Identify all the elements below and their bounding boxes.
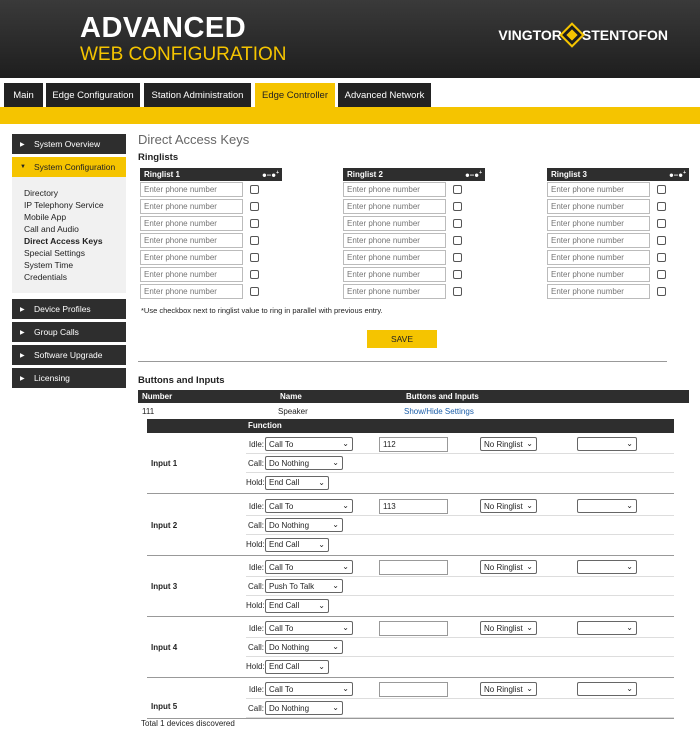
chevron-down-icon: ⌄ — [526, 501, 533, 510]
phone-number-input[interactable] — [140, 233, 243, 248]
select-value: End Call — [269, 601, 300, 610]
call-label: Call: — [247, 703, 264, 713]
row-number: 111 — [142, 407, 155, 416]
select-value: No Ringlist — [484, 623, 523, 633]
submenu-directory[interactable]: Directory — [24, 188, 59, 198]
phone-number-input[interactable] — [343, 199, 446, 214]
hold-row — [246, 596, 674, 615]
input-block — [147, 678, 674, 719]
idle-row — [246, 680, 674, 699]
ringlist-2 — [343, 168, 485, 300]
extra-select[interactable] — [577, 437, 637, 451]
idle-number-input[interactable] — [379, 499, 448, 514]
select-value: Push To Talk — [269, 581, 315, 591]
extra-select[interactable] — [577, 621, 637, 635]
chevron-down-icon: ⌄ — [626, 562, 633, 571]
chevron-down-icon: ⌄ — [342, 501, 349, 510]
parallel-checkbox[interactable] — [250, 219, 259, 228]
parallel-checkbox[interactable] — [453, 270, 462, 279]
chevron-down-icon: ⌄ — [318, 539, 325, 549]
call-row — [246, 699, 674, 718]
call-action-select[interactable] — [265, 518, 343, 532]
extra-select[interactable] — [577, 560, 637, 574]
ringlist-row — [140, 266, 282, 283]
chevron-down-icon: ⌄ — [332, 642, 339, 651]
input-name: Input 4 — [151, 643, 178, 652]
extra-select[interactable] — [577, 499, 637, 513]
chevron-down-icon: ⌄ — [526, 684, 533, 693]
ringlist-title: Ringlist 3 — [551, 170, 588, 179]
tab-edge-controller[interactable]: Edge Controller — [255, 83, 335, 107]
idle-number-input[interactable] — [379, 437, 448, 452]
ringlist-row — [343, 198, 485, 215]
parallel-checkbox[interactable] — [657, 236, 666, 245]
select-value: Do Nothing — [269, 703, 310, 713]
sidebar-item-system-overview[interactable] — [12, 134, 126, 154]
submenu-mobile-app[interactable]: Mobile App — [24, 212, 67, 222]
input-name: Input 1 — [151, 459, 178, 468]
parallel-checkbox[interactable] — [657, 185, 666, 194]
brand-right: STENTOFON — [581, 27, 668, 43]
ringlist-1 — [140, 168, 282, 300]
brand-logo — [498, 27, 668, 43]
parallel-checkbox[interactable] — [453, 185, 462, 194]
sidebar-item-label: System Overview — [34, 139, 101, 149]
function-table — [147, 419, 674, 719]
parallel-link-icon: ●–●+ — [261, 170, 279, 180]
parallel-checkbox[interactable] — [453, 253, 462, 262]
select-value: Do Nothing — [269, 520, 310, 530]
ringlist-row — [547, 266, 689, 283]
select-value: Do Nothing — [269, 642, 310, 652]
select-value: Call To — [269, 562, 294, 572]
ringlist-row — [140, 283, 282, 300]
input-name: Input 5 — [151, 702, 178, 711]
ringlist-title: Ringlist 2 — [347, 170, 384, 179]
chevron-down-icon: ⌄ — [318, 477, 325, 487]
phone-number-input[interactable] — [547, 182, 650, 197]
ringlist-row — [547, 232, 689, 249]
select-value: No Ringlist — [484, 562, 523, 572]
ringlist-header — [343, 168, 485, 181]
chevron-down-icon: ⌄ — [626, 623, 633, 632]
idle-number-input[interactable] — [379, 682, 448, 697]
ringlist-note: *Use checkbox next to ringlist value to ring in parallel with previous entry. — [141, 306, 383, 315]
hold-action-select[interactable] — [265, 476, 329, 490]
input-block — [147, 617, 674, 678]
parallel-link-icon: ●–●+ — [464, 170, 482, 180]
idle-label: Idle: — [248, 684, 264, 694]
chevron-down-icon: ⌄ — [342, 623, 349, 632]
phone-number-input[interactable] — [547, 250, 650, 265]
ringlist-title: Ringlist 1 — [144, 170, 181, 179]
show-hide-settings-link[interactable]: Show/Hide Settings — [404, 407, 474, 416]
sidebar — [12, 134, 126, 391]
phone-number-input[interactable] — [140, 284, 243, 299]
tab-edge-configuration[interactable]: Edge Configuration — [46, 83, 140, 107]
call-row — [246, 454, 674, 473]
tab-main[interactable]: Main — [4, 83, 43, 107]
chevron-down-icon: ⌄ — [626, 684, 633, 693]
phone-number-input[interactable] — [140, 267, 243, 282]
chevron-down-icon: ⌄ — [332, 703, 339, 712]
ringlist-3 — [547, 168, 689, 300]
parallel-checkbox[interactable] — [250, 270, 259, 279]
header-subtitle: WEB CONFIGURATION — [80, 44, 287, 65]
chevron-right-icon: ▶ — [20, 375, 25, 382]
idle-label: Idle: — [248, 439, 264, 449]
hold-action-select[interactable] — [265, 599, 329, 613]
tab-advanced-network[interactable]: Advanced Network — [338, 83, 431, 107]
buttons-inputs-heading: Buttons and Inputs — [138, 375, 225, 386]
idle-row — [246, 497, 674, 516]
hold-row — [246, 657, 674, 676]
select-value: Call To — [269, 439, 294, 449]
sidebar-item-label: Software Upgrade — [34, 350, 103, 360]
call-row — [246, 577, 674, 596]
select-value: Do Nothing — [269, 458, 310, 468]
chevron-down-icon: ⌄ — [526, 562, 533, 571]
header-banner — [0, 0, 700, 78]
idle-label: Idle: — [248, 623, 264, 633]
ringlist-row — [343, 266, 485, 283]
input-block — [147, 556, 674, 617]
chevron-right-icon: ▶ — [20, 352, 25, 359]
ringlist-select[interactable] — [480, 437, 537, 451]
chevron-down-icon: ⌄ — [342, 562, 349, 571]
devices-table-header — [138, 390, 689, 403]
ringlist-row — [547, 249, 689, 266]
call-label: Call: — [247, 458, 264, 468]
chevron-down-icon: ⌄ — [332, 581, 339, 590]
table-row — [138, 405, 689, 418]
parallel-checkbox[interactable] — [657, 253, 666, 262]
ringlist-select[interactable] — [480, 560, 537, 574]
select-value: No Ringlist — [484, 684, 523, 694]
parallel-checkbox[interactable] — [453, 219, 462, 228]
phone-number-input[interactable] — [343, 216, 446, 231]
select-value: End Call — [269, 540, 300, 549]
ringlist-row — [140, 232, 282, 249]
input-name: Input 2 — [151, 521, 178, 530]
parallel-checkbox[interactable] — [250, 185, 259, 194]
ringlist-select[interactable] — [480, 499, 537, 513]
phone-number-input[interactable] — [140, 216, 243, 231]
phone-number-input[interactable] — [547, 199, 650, 214]
chevron-down-icon: ⌄ — [342, 439, 349, 448]
sidebar-item-label: Licensing — [34, 373, 70, 383]
select-value: No Ringlist — [484, 501, 523, 511]
call-row — [246, 638, 674, 657]
hold-action-select[interactable] — [265, 538, 329, 552]
ringlist-row — [343, 181, 485, 198]
chevron-down-icon: ⌄ — [332, 520, 339, 529]
idle-row — [246, 435, 674, 454]
idle-action-select[interactable] — [265, 682, 353, 696]
chevron-down-icon: ⌄ — [318, 600, 325, 610]
select-value: Call To — [269, 684, 294, 694]
diamond-logo-icon — [562, 25, 582, 45]
chevron-down-icon: ⌄ — [626, 501, 633, 510]
ringlist-row — [343, 215, 485, 232]
col-name: Name — [280, 392, 302, 401]
submenu-system-time[interactable]: System Time — [24, 260, 74, 270]
hold-row — [246, 535, 674, 554]
call-label: Call: — [247, 581, 264, 591]
ringlist-row — [547, 181, 689, 198]
hold-label: Hold: — [246, 601, 265, 610]
idle-label: Idle: — [248, 562, 264, 572]
call-action-select[interactable] — [265, 579, 343, 593]
col-number: Number — [142, 392, 173, 401]
submenu-special-settings[interactable]: Special Settings — [24, 248, 85, 258]
ringlist-row — [343, 283, 485, 300]
chevron-down-icon: ▼ — [20, 164, 26, 170]
call-row — [246, 516, 674, 535]
select-value: No Ringlist — [484, 439, 523, 449]
idle-action-select[interactable] — [265, 560, 353, 574]
tab-station-administration[interactable]: Station Administration — [144, 83, 251, 107]
page-title: Direct Access Keys — [138, 132, 250, 147]
ringlist-row — [140, 198, 282, 215]
sidebar-item-group-calls[interactable] — [12, 322, 126, 342]
phone-number-input[interactable] — [343, 182, 446, 197]
idle-row — [246, 619, 674, 638]
parallel-checkbox[interactable] — [250, 236, 259, 245]
chevron-down-icon: ⌄ — [332, 458, 339, 467]
idle-label: Idle: — [248, 501, 264, 511]
input-block — [147, 433, 674, 494]
save-button[interactable]: SAVE — [367, 330, 437, 348]
submenu-call-audio[interactable]: Call and Audio — [24, 224, 79, 234]
function-header — [147, 419, 674, 433]
idle-row — [246, 558, 674, 577]
call-label: Call: — [247, 642, 264, 652]
parallel-checkbox[interactable] — [453, 287, 462, 296]
call-label: Call: — [247, 520, 264, 530]
brand-left: VINGTOR — [498, 27, 562, 43]
parallel-checkbox[interactable] — [657, 219, 666, 228]
top-nav — [0, 78, 700, 107]
parallel-checkbox[interactable] — [657, 202, 666, 211]
function-header-label: Function — [248, 421, 282, 430]
chevron-down-icon: ⌄ — [526, 623, 533, 632]
chevron-right-icon: ▶ — [20, 329, 25, 336]
select-value: End Call — [269, 478, 300, 487]
ringlist-header — [547, 168, 689, 181]
parallel-checkbox[interactable] — [453, 202, 462, 211]
sidebar-item-licensing[interactable] — [12, 368, 126, 388]
ringlist-select[interactable] — [480, 682, 537, 696]
phone-number-input[interactable] — [343, 233, 446, 248]
ringlist-header — [140, 168, 282, 181]
col-buttons: Buttons and Inputs — [406, 392, 479, 401]
ringlist-row — [140, 215, 282, 232]
phone-number-input[interactable] — [343, 250, 446, 265]
ringlist-row — [547, 215, 689, 232]
idle-action-select[interactable] — [265, 437, 353, 451]
sidebar-item-label: Device Profiles — [34, 304, 91, 314]
chevron-down-icon: ⌄ — [318, 661, 325, 671]
ringlist-row — [547, 198, 689, 215]
parallel-link-icon: ●–●+ — [668, 170, 686, 180]
phone-number-input[interactable] — [343, 284, 446, 299]
divider — [138, 361, 667, 362]
idle-action-select[interactable] — [265, 621, 353, 635]
hold-row — [246, 473, 674, 492]
sidebar-item-device-profiles[interactable] — [12, 299, 126, 319]
accent-bar — [0, 107, 700, 124]
call-action-select[interactable] — [265, 701, 343, 715]
call-action-select[interactable] — [265, 456, 343, 470]
sidebar-item-system-configuration[interactable] — [12, 157, 126, 177]
hold-label: Hold: — [246, 478, 265, 487]
parallel-checkbox[interactable] — [250, 202, 259, 211]
hold-label: Hold: — [246, 662, 265, 671]
select-value: End Call — [269, 662, 300, 671]
phone-number-input[interactable] — [343, 267, 446, 282]
header-title: ADVANCED — [80, 12, 247, 44]
chevron-down-icon: ⌄ — [626, 439, 633, 448]
parallel-checkbox[interactable] — [250, 253, 259, 262]
input-value: 113 — [383, 501, 396, 511]
ringlists-heading: Ringlists — [138, 152, 179, 163]
hold-label: Hold: — [246, 540, 265, 549]
call-action-select[interactable] — [265, 640, 343, 654]
sidebar-item-label: Group Calls — [34, 327, 79, 337]
idle-number-input[interactable] — [379, 621, 448, 636]
parallel-checkbox[interactable] — [657, 270, 666, 279]
chevron-down-icon: ⌄ — [526, 439, 533, 448]
idle-number-input[interactable] — [379, 560, 448, 575]
chevron-right-icon: ▶ — [20, 306, 25, 313]
footer-status: Total 1 devices discovered — [141, 719, 235, 728]
parallel-checkbox[interactable] — [657, 287, 666, 296]
ringlist-row — [140, 181, 282, 198]
phone-number-input[interactable] — [140, 199, 243, 214]
extra-select[interactable] — [577, 682, 637, 696]
ringlist-row — [343, 232, 485, 249]
input-value: 112 — [383, 439, 396, 449]
ringlist-row — [140, 249, 282, 266]
chevron-down-icon: ⌄ — [342, 684, 349, 693]
ringlist-row — [343, 249, 485, 266]
phone-number-input[interactable] — [140, 182, 243, 197]
chevron-right-icon: ▶ — [20, 141, 25, 148]
sidebar-item-software-upgrade[interactable] — [12, 345, 126, 365]
phone-number-input[interactable] — [547, 284, 650, 299]
parallel-checkbox[interactable] — [453, 236, 462, 245]
idle-action-select[interactable] — [265, 499, 353, 513]
input-block — [147, 495, 674, 556]
ringlist-row — [547, 283, 689, 300]
submenu-direct-access-keys[interactable]: Direct Access Keys — [24, 236, 103, 246]
select-value: Call To — [269, 623, 294, 633]
phone-number-input[interactable] — [140, 250, 243, 265]
phone-number-input[interactable] — [547, 216, 650, 231]
input-name: Input 3 — [151, 582, 178, 591]
row-name: Speaker — [278, 407, 308, 416]
hold-action-select[interactable] — [265, 660, 329, 674]
phone-number-input[interactable] — [547, 267, 650, 282]
submenu-ip-telephony[interactable]: IP Telephony Service — [24, 200, 104, 210]
sidebar-submenu — [12, 177, 126, 293]
submenu-credentials[interactable]: Credentials — [24, 272, 67, 282]
parallel-checkbox[interactable] — [250, 287, 259, 296]
sidebar-item-label: System Configuration — [34, 162, 116, 172]
ringlist-select[interactable] — [480, 621, 537, 635]
select-value: Call To — [269, 501, 294, 511]
phone-number-input[interactable] — [547, 233, 650, 248]
